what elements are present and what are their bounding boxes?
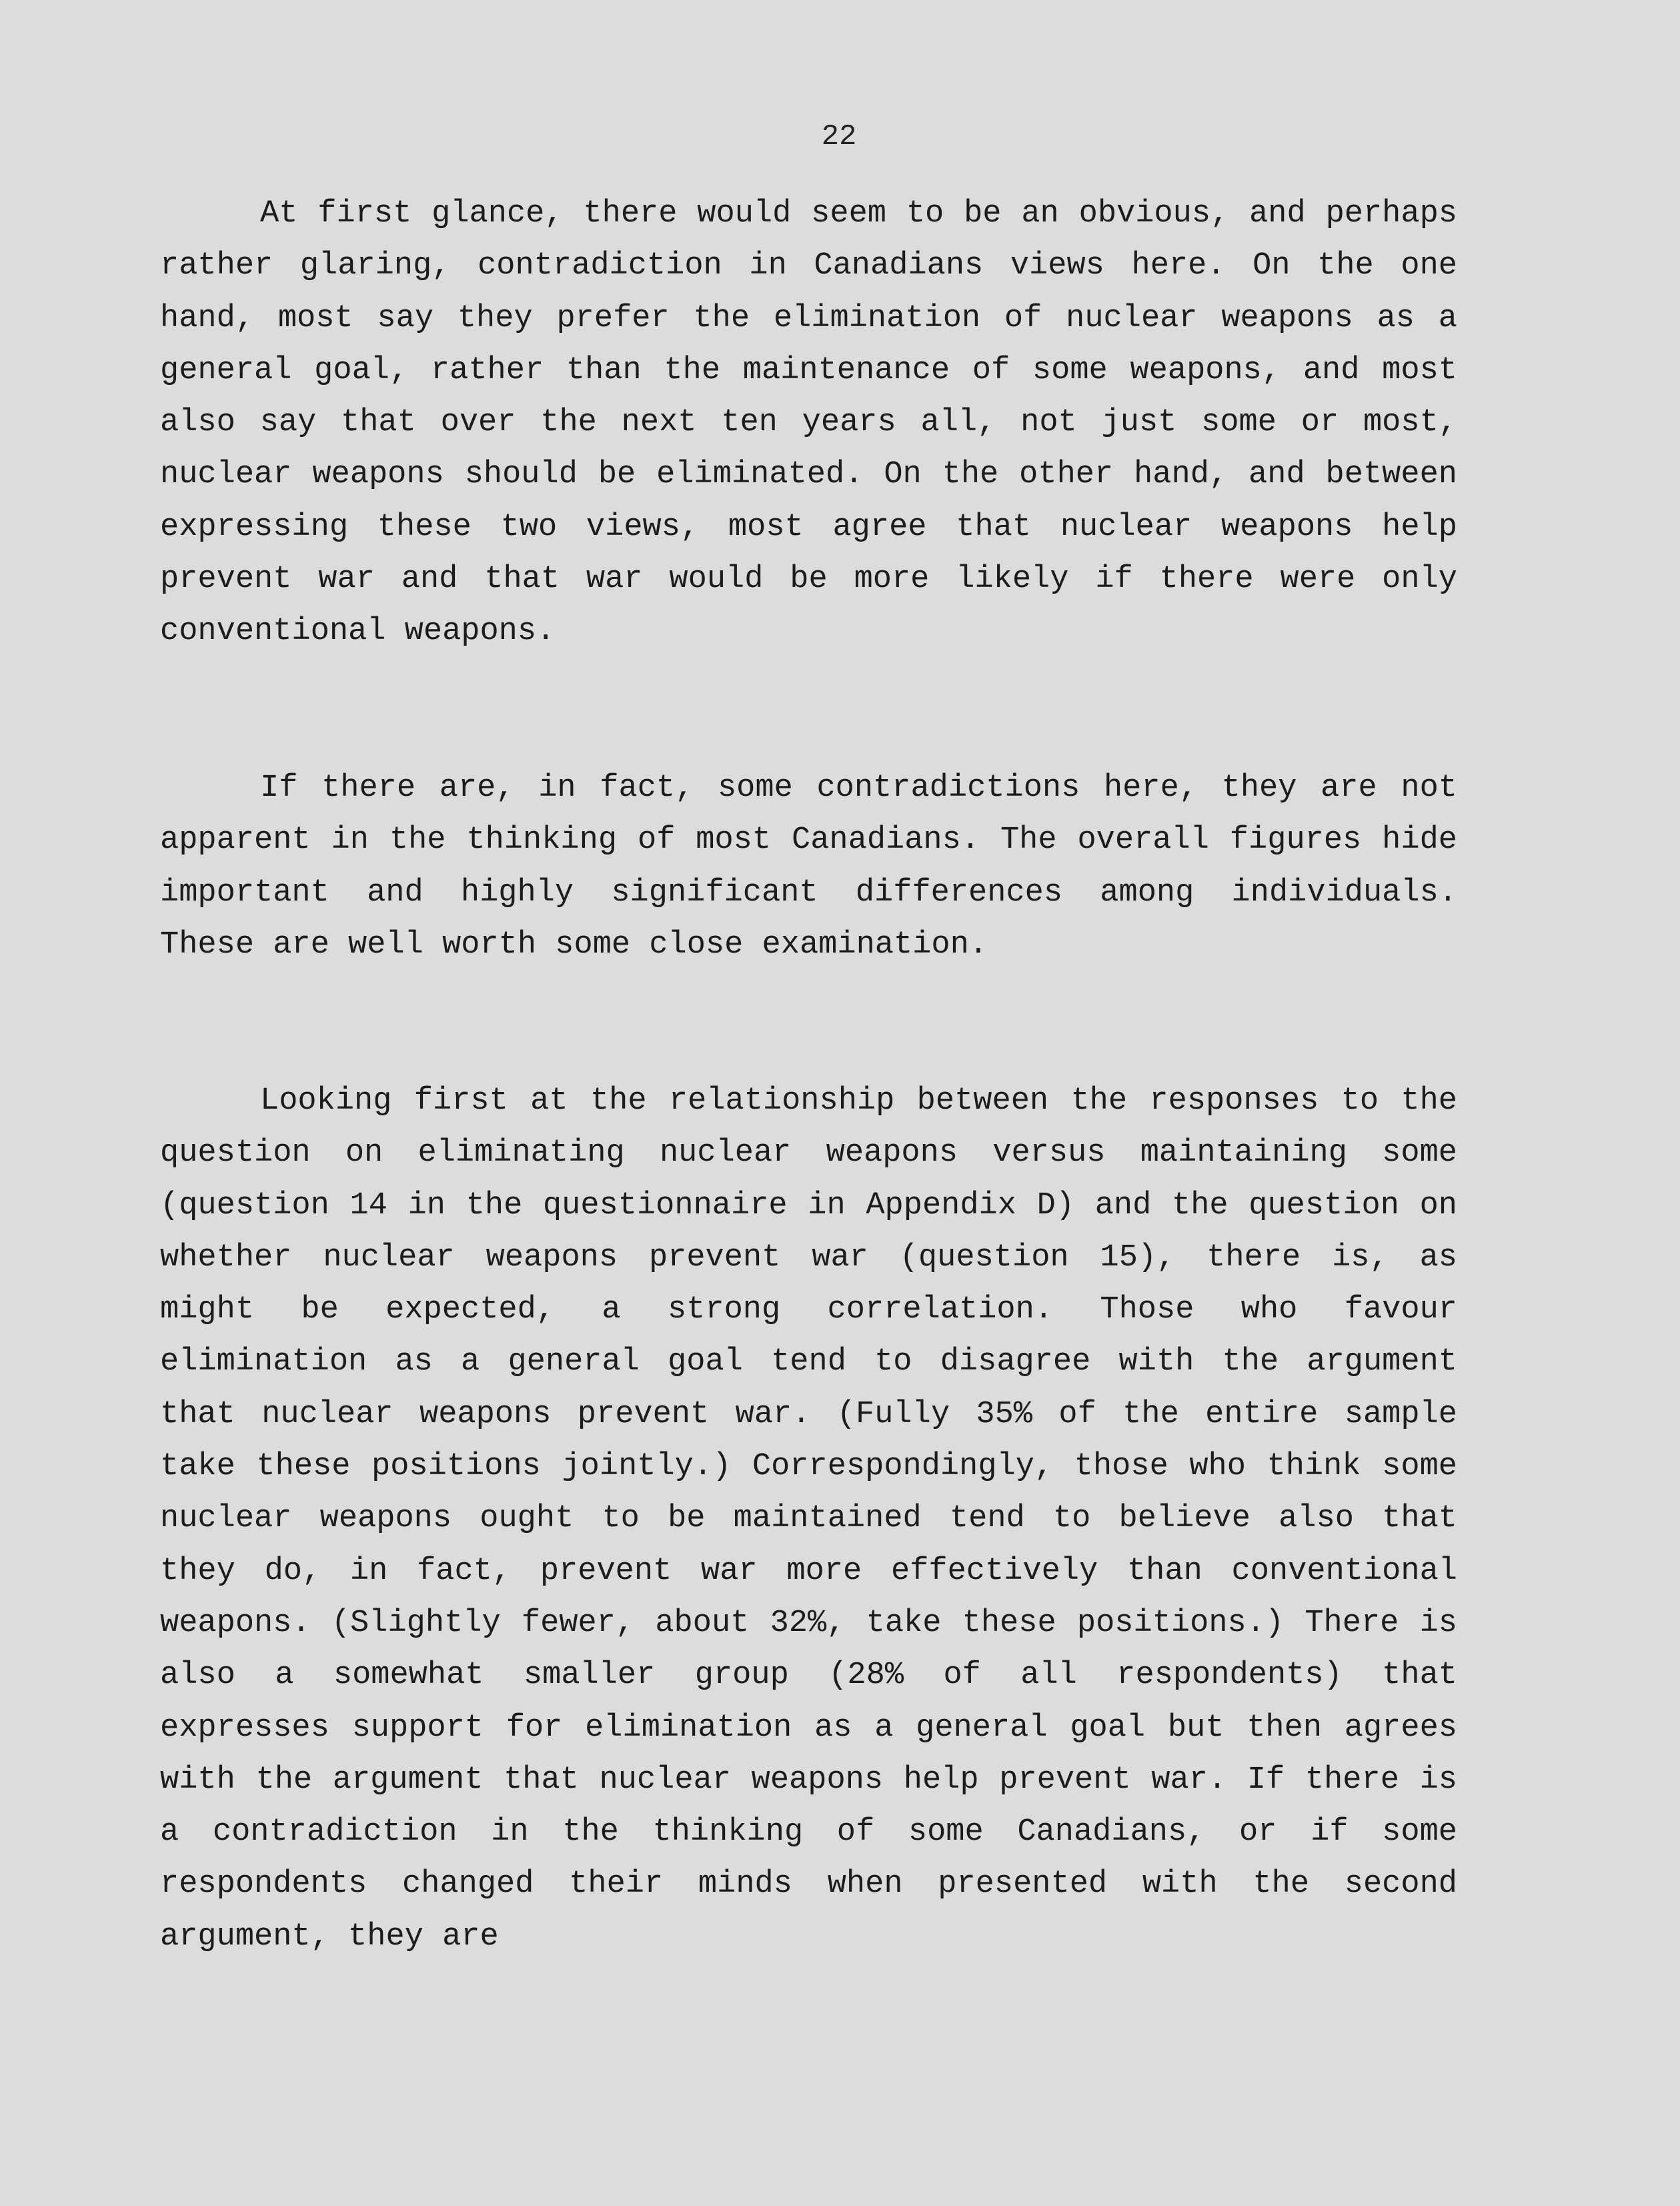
paragraph-contradiction: At first glance, there would seem to be an obvious, and perhaps rather glaring, contradiction in Canadians views here. On the one hand, most say they prefer the elimination of nuclear weapons as a general goal, rather than the maintenance of some weapons, and most also say that over the next ten years all, not just some or most, nuclear weapons should be eliminated. On the other hand, and between expressing these two views, most agree that nuclear weapons help prevent war and that war would be more likely if there were only conventional weapons. bbox=[160, 196, 1457, 650]
page-number: 22 bbox=[821, 120, 857, 153]
paragraph-individual-differences: If there are, in fact, some contradictions here, they are not apparent in the thinking of most Canadians. The overall figures hide important and highly significant differences among individuals. These are well worth some close examination. bbox=[160, 770, 1457, 963]
paragraph-correlation: Looking first at the relationship between the responses to the question on eliminating nuclear weapons versus maintaining some (question 14 in the questionnaire in Appendix D) and the question on whether nuclear weapons prevent war (question 15), there is, as might be expected, a strong correlation. Those who favour elimination as a general goal tend to disagree with the argument that nuclear weapons prevent war. (Fully 35% of the entire sample take these positions jointly.) Correspondingly, those who think some nuclear weapons ought to be maintained tend to believe also that they do, in fact, prevent war more effectively than conventional weapons. (Slightly fewer, about 32%, take these positions.) There is also a somewhat smaller group (28% of all respondents) that expresses support for elimination as a general goal but then agrees with the argument that nuclear weapons help prevent war. If there is a contradiction in the thinking of some Canadians, or if some respondents changed their minds when presented with the second argument, they are bbox=[160, 1083, 1457, 1955]
